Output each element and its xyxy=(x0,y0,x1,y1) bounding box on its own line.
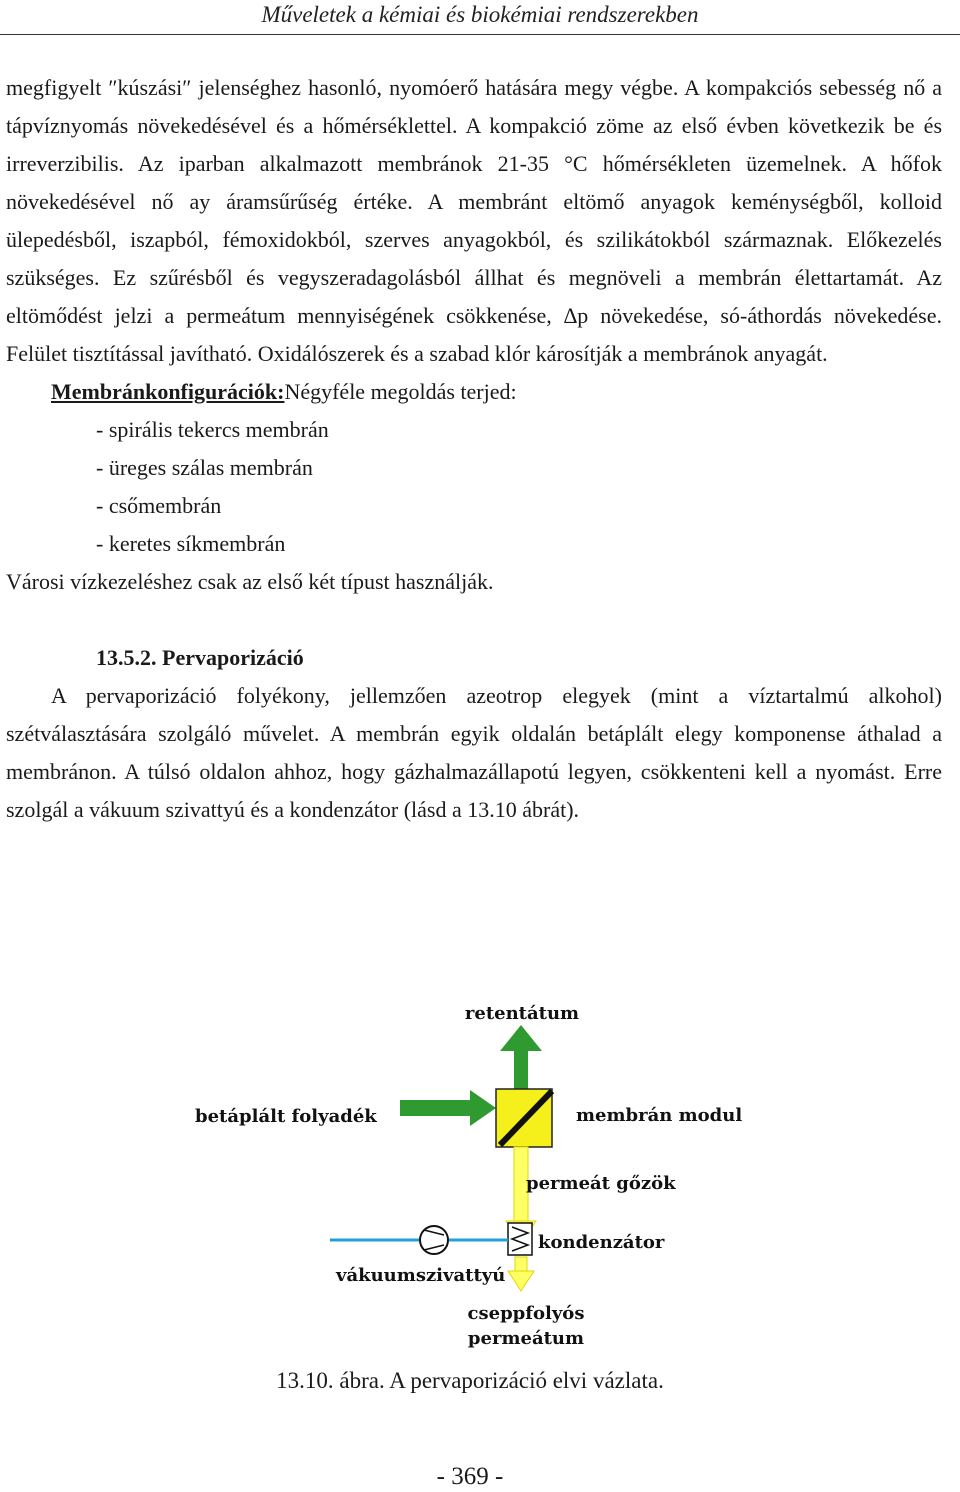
header-title: Műveletek a kémiai és biokémiai rendszerekben xyxy=(261,2,699,27)
running-header xyxy=(0,0,960,35)
paragraph-compaction: megfigyelt ″kúszási″ jelenséghez hasonló, nyomóerő hatására megy végbe. A kompakciós sebesség nő a tápvíznyomás növekedésével és a hőmérséklettel. A kompakció zöme az első évben következik be és irreverzibilis. Az iparban alkalmazott membránok 21-35 °C hőmérsékleten üzemelnek. A hőfok növekedésével nő ay áramsűrűség értéke. A membránt eltömő anyagok keménységből, kolloid ülepedésből, iszapból, fémoxidokból, szerves anyagokból, és szilikátokból származnak. Előkezelés szükséges. Ez szűrésből és vegyszeradagolásból állhat és megnöveli a membrán élettartamát. Az eltömődést jelzi a permeátum mennyiségének csökkenése, ∆p növekedése, só-áthordás növekedése. Felület tisztítással javítható. Oxidálószerek és a szabad klór károsítják a membránok anyagát. xyxy=(6,75,942,366)
config-note: Városi vízkezeléshez csak az első két típust használják. xyxy=(6,569,494,594)
config-heading: Membránkonfigurációk: xyxy=(51,379,285,404)
label-feed: betáplált folyadék xyxy=(195,1106,377,1127)
config-block xyxy=(6,373,942,411)
label-liquid-permeate-2: permeátum xyxy=(467,1328,585,1349)
paragraph-pervaporation: A pervaporizáció folyékony, jellemzően azeotrop elegyek (mint a víztartalmú alkohol) szétválasztására szolgáló művelet. A membrán egyik oldalán betáplált elegy komponense áthalad a membránon. A túlsó oldalon ahhoz, hogy gázhalmazállapotú legyen, csökkenteni kell a nyomást. Erre szolgál a vákuum szivattyú és a kondenzátor (lásd a 13.10 ábrát). xyxy=(6,683,942,822)
label-vacuum-pump: vákuumszivattyú xyxy=(336,1265,506,1286)
label-condenser: kondenzátor xyxy=(538,1232,665,1253)
config-text: Négyféle megoldás terjed: xyxy=(284,379,517,404)
section-title: Pervaporizáció xyxy=(162,645,304,670)
list-item: - keretes síkmembrán xyxy=(96,531,286,556)
feed-arrow-shaft xyxy=(400,1100,472,1116)
retentate-arrow-shaft xyxy=(514,1045,528,1091)
retentate-arrowhead xyxy=(500,1025,542,1051)
figure-caption: 13.10. ábra. A pervaporizáció elvi vázlata. xyxy=(276,1368,664,1393)
label-permeate-vapor: permeát gőzök xyxy=(526,1173,676,1194)
feed-arrowhead xyxy=(470,1090,496,1126)
label-module: membrán modul xyxy=(576,1105,743,1126)
section-number: 13.5.2. xyxy=(96,645,157,670)
page-number: - 369 - xyxy=(436,1463,504,1490)
liquid-arrowhead xyxy=(508,1271,534,1291)
list-item: - üreges szálas membrán xyxy=(96,455,313,480)
section-heading xyxy=(6,639,942,677)
config-list xyxy=(6,411,942,563)
list-item: - csőmembrán xyxy=(96,493,222,518)
label-retentate: retentátum xyxy=(464,1003,580,1024)
diagram-svg xyxy=(180,995,780,1355)
main-text xyxy=(6,69,942,829)
list-item: - spirális tekercs membrán xyxy=(96,417,329,442)
label-liquid-permeate-1: cseppfolyós xyxy=(467,1303,585,1324)
pervaporation-diagram xyxy=(180,995,780,1355)
